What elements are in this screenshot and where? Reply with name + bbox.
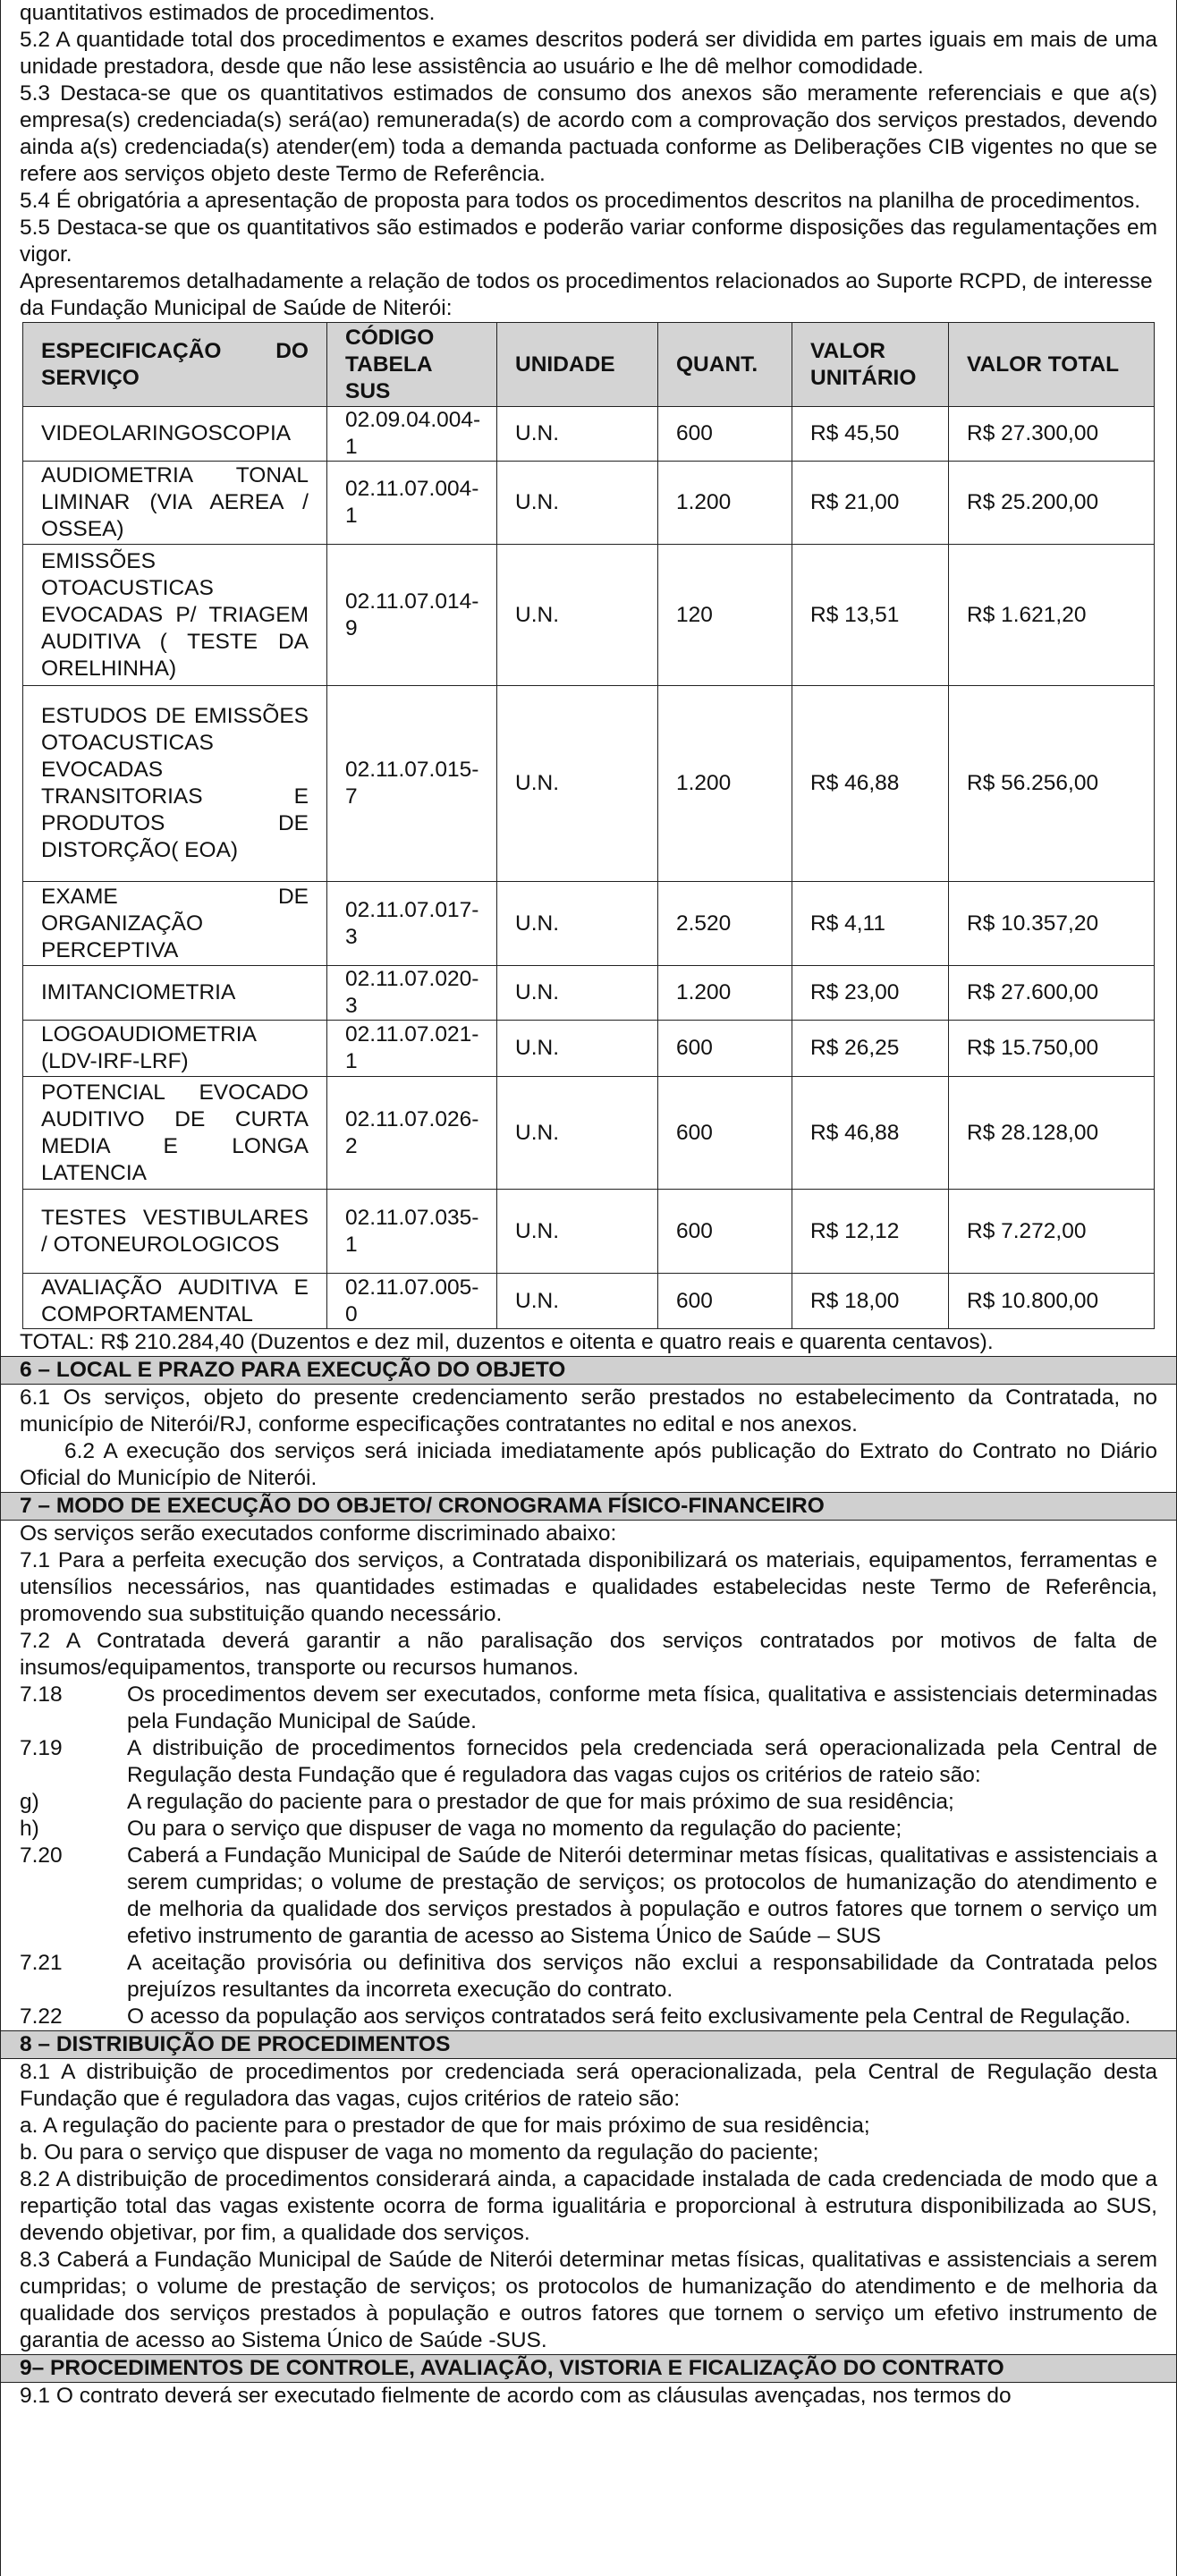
section-9-title: 9– PROCEDIMENTOS DE CONTROLE, AVALIAÇÃO, VISTORIA E FICALIZAÇÃO DO CONTRATO [0, 2354, 1177, 2383]
s8-p3: 8.3 Caberá a Fundação Municipal de Saúde de Niterói determinar metas físicas, qualitativas e assistenciais a serem cumpridas; o volume de prestação de serviços; os protocolos de humanização do atendimento e de melhoria da qualidade dos serviços prestados à população e outros fatores que tornem o serviço um efetivo instrumento de garantia de acesso ao Sistema Único de Saúde -SUS. [20, 2248, 1157, 2352]
cell-spec: EMISSÕES OTOACUSTICAS EVOCADAS P/ TRIAGEM AUDITIVA ( TESTE DA ORELHINHA) [23, 545, 327, 686]
s7-item-number: 7.19 [20, 1736, 63, 1760]
cell-spec: VIDEOLARINGOSCOPIA [23, 407, 327, 462]
s7-item-text: Os procedimentos devem ser executados, conforme meta física, qualitativa e assistenciais determinadas pela Fundação Municipal de Saúde. [127, 1682, 1157, 1733]
cell-unit: U.N. [497, 407, 658, 462]
intro-p4: 5.4 É obrigatória a apresentação de proposta para todos os procedimentos descritos na planilha de procedimentos. [20, 189, 1141, 213]
cell-unit: U.N. [497, 1190, 658, 1274]
s7-item-number: 7.20 [20, 1843, 63, 1868]
cell-total: R$ 15.750,00 [949, 1021, 1155, 1077]
s7-item-text: Caberá a Fundação Municipal de Saúde de Niterói determinar metas físicas, qualitativas e assistenciais a serem cumpridas; o volume de prestação de serviços; os protocolos de humanização do atendimento e de melhoria da qualidade dos serviços prestados à população e outros fatores que tornem o serviço um efetivo instrumento de garantia de acesso ao Sistema Único de Saúde – SUS [127, 1843, 1157, 1948]
cell-code: 02.11.07.021-1 [327, 1021, 497, 1077]
cell-spec: EXAME DE ORGANIZAÇÃO PERCEPTIVA [23, 882, 327, 966]
s7-item-number: 7.18 [20, 1682, 63, 1707]
s7-p1: 7.1 Para a perfeita execução dos serviços, a Contratada disponibilizará os materiais, equipamentos, ferramentas e utensílios necessários, nas quantidades estimadas e qualidades estabelecidas neste Termo de Referência, promovendo sua substituição quando necessário. [20, 1548, 1157, 1626]
cell-unit: U.N. [497, 1077, 658, 1190]
cell-qty: 1.200 [658, 686, 792, 882]
cell-total: R$ 10.357,20 [949, 882, 1155, 966]
cell-qty: 1.200 [658, 462, 792, 545]
cell-unit: U.N. [497, 1021, 658, 1077]
cell-total: R$ 56.256,00 [949, 686, 1155, 882]
cell-unit: U.N. [497, 1274, 658, 1329]
cell-total: R$ 10.800,00 [949, 1274, 1155, 1329]
cell-code: 02.11.07.035-1 [327, 1190, 497, 1274]
s8-p1: 8.1 A distribuição de procedimentos por credenciada será operacionalizada, pela Central de Regulação desta Fundação que é reguladora das vagas, cujos critérios de rateio são: [20, 2060, 1157, 2111]
cell-total: R$ 25.200,00 [949, 462, 1155, 545]
s9-p1: 9.1 O contrato deverá ser executado fielmente de acordo com as cláusulas avençadas, nos termos do [20, 2384, 1012, 2408]
s6-p1: 6.1 Os serviços, objeto do presente credenciamento serão prestados no estabelecimento da Contratada, no município de Niterói/RJ, conforme especificações contratantes no edital e nos anexos. [20, 1385, 1157, 1436]
cell-qty: 600 [658, 1077, 792, 1190]
cell-unit: U.N. [497, 882, 658, 966]
s7-p0: Os serviços serão executados conforme discriminado abaixo: [20, 1521, 617, 1546]
header-spec: ESPECIFICAÇÃO DO SERVIÇO [23, 323, 327, 407]
cell-spec: IMITANCIOMETRIA [23, 966, 327, 1021]
cell-qty: 600 [658, 1274, 792, 1329]
cell-spec: AVALIAÇÃO AUDITIVA E COMPORTAMENTAL [23, 1274, 327, 1329]
s7-item-text: O acesso da população aos serviços contratados será feito exclusivamente pela Central de Regulação. [127, 2004, 1131, 2029]
s7-item-number: g) [20, 1790, 39, 1814]
header-unit: UNIDADE [497, 323, 658, 407]
cell-code: 02.11.07.014-9 [327, 545, 497, 686]
cell-total: R$ 1.621,20 [949, 545, 1155, 686]
cell-code: 02.11.07.005-0 [327, 1274, 497, 1329]
cell-qty: 120 [658, 545, 792, 686]
table-total: TOTAL: R$ 210.284,40 (Duzentos e dez mil, duzentos e oitenta e quatro reais e quarenta centavos). [20, 1330, 994, 1354]
s7-item-text: Ou para o serviço que dispuser de vaga no momento da regulação do paciente; [127, 1817, 902, 1841]
s6-p2: 6.2 A execução dos serviços será iniciada imediatamente após publicação do Extrato do Contrato no Diário Oficial do Município de Niterói. [20, 1439, 1157, 1490]
cell-qty: 600 [658, 1190, 792, 1274]
cell-unit-value: R$ 12,12 [792, 1190, 949, 1274]
s7-item-number: 7.22 [20, 2004, 63, 2029]
intro-p2: 5.2 A quantidade total dos procedimentos e exames descritos poderá ser dividida em partes iguais em mais de uma unidade prestadora, desde que não lese assistência ao usuário e lhe dê melhor comodidade. [20, 28, 1157, 79]
cell-unit-value: R$ 45,50 [792, 407, 949, 462]
header-code: CÓDIGO TABELA SUS [327, 323, 497, 407]
s7-item-text: A aceitação provisória ou definitiva dos serviços não exclui a responsabilidade da Contratada pelos prejuízos resultantes da incorreta execução do contrato. [127, 1951, 1157, 2002]
cell-total: R$ 27.300,00 [949, 407, 1155, 462]
cell-code: 02.11.07.026-2 [327, 1077, 497, 1190]
cell-unit: U.N. [497, 966, 658, 1021]
cell-unit-value: R$ 46,88 [792, 686, 949, 882]
cell-unit-value: R$ 21,00 [792, 462, 949, 545]
s7-item-number: 7.21 [20, 1951, 63, 1975]
cell-code: 02.11.07.020-3 [327, 966, 497, 1021]
intro-p1: quantitativos estimados de procedimentos. [20, 1, 436, 25]
cell-total: R$ 28.128,00 [949, 1077, 1155, 1190]
cell-spec: POTENCIAL EVOCADO AUDITIVO DE CURTA MEDIA E LONGA LATENCIA [23, 1077, 327, 1190]
header-total: VALOR TOTAL [949, 323, 1155, 407]
cell-qty: 600 [658, 1021, 792, 1077]
cell-unit-value: R$ 18,00 [792, 1274, 949, 1329]
cell-spec: ESTUDOS DE EMISSÕES OTOACUSTICAS EVOCADAS TRANSITORIAS E PRODUTOS DE DISTORÇÃO( EOA) [23, 686, 327, 882]
section-6-title: 6 – LOCAL E PRAZO PARA EXECUÇÃO DO OBJETO [0, 1356, 1177, 1385]
cell-unit-value: R$ 26,25 [792, 1021, 949, 1077]
cell-spec: TESTES VESTIBULARES / OTONEUROLOGICOS [23, 1190, 327, 1274]
s7-item-number: h) [20, 1817, 39, 1841]
cell-total: R$ 7.272,00 [949, 1190, 1155, 1274]
cell-qty: 1.200 [658, 966, 792, 1021]
cell-code: 02.11.07.017-3 [327, 882, 497, 966]
section-7-title: 7 – MODO DE EXECUÇÃO DO OBJETO/ CRONOGRAMA FÍSICO-FINANCEIRO [0, 1492, 1177, 1521]
cell-qty: 600 [658, 407, 792, 462]
intro-p3: 5.3 Destaca-se que os quantitativos estimados de consumo dos anexos são meramente referenciais e que a(s) empresa(s) credenciada(s) será(ao) remunerada(s) de acordo com a comprovação dos serviços prestados, devendo ainda a(s) credenciada(s) atender(em) toda a demanda pactuada conforme as Deliberações CIB vigentes no que se refere aos serviços objeto deste Termo de Referência. [20, 81, 1157, 186]
cell-spec: LOGOAUDIOMETRIA (LDV-IRF-LRF) [23, 1021, 327, 1077]
cell-qty: 2.520 [658, 882, 792, 966]
s7-p2: 7.2 A Contratada deverá garantir a não paralisação dos serviços contratados por motivos de falta de insumos/equipamentos, transporte ou recursos humanos. [20, 1629, 1157, 1680]
cell-unit-value: R$ 13,51 [792, 545, 949, 686]
cell-unit: U.N. [497, 462, 658, 545]
cell-unit-value: R$ 23,00 [792, 966, 949, 1021]
cell-unit: U.N. [497, 686, 658, 882]
cell-code: 02.11.07.004-1 [327, 462, 497, 545]
cell-code: 02.09.04.004-1 [327, 407, 497, 462]
cell-unit-value: R$ 4,11 [792, 882, 949, 966]
cell-total: R$ 27.600,00 [949, 966, 1155, 1021]
section-8-title: 8 – DISTRIBUIÇÃO DE PROCEDIMENTOS [0, 2030, 1177, 2059]
s8-p2: 8.2 A distribuição de procedimentos considerará ainda, a capacidade instalada de cada credenciada de modo que a repartição total das vagas existente ocorra de forma igualitária e proporcional à estrutura disponibilizada ao SUS, devendo objetivar, por fim, a qualidade dos serviços. [20, 2167, 1157, 2245]
header-unit-value: VALOR UNITÁRIO [792, 323, 949, 407]
cell-spec: AUDIOMETRIA TONAL LIMINAR (VIA AEREA / OSSEA) [23, 462, 327, 545]
header-qty: QUANT. [658, 323, 792, 407]
s8-item-a: a. A regulação do paciente para o prestador de que for mais próximo de sua residência; [20, 2114, 870, 2138]
intro-p5: 5.5 Destaca-se que os quantitativos são estimados e poderão variar conforme disposições das regulamentações em vigor. [20, 216, 1157, 267]
s7-item-text: A distribuição de procedimentos fornecidos pela credenciada será operacionalizada pela Central de Regulação desta Fundação que é reguladora das vagas cujos os critérios de rateio são: [127, 1736, 1157, 1787]
s7-item-text: A regulação do paciente para o prestador de que for mais próximo de sua residência; [127, 1790, 954, 1814]
cell-code: 02.11.07.015-7 [327, 686, 497, 882]
cell-unit: U.N. [497, 545, 658, 686]
s8-item-b: b. Ou para o serviço que dispuser de vaga no momento da regulação do paciente; [20, 2140, 819, 2165]
intro-p6: Apresentaremos detalhadamente a relação de todos os procedimentos relacionados ao Suporte RCPD, de interesse da Fundação Municipal de Saúde de Niterói: [20, 269, 1153, 320]
cell-unit-value: R$ 46,88 [792, 1077, 949, 1190]
